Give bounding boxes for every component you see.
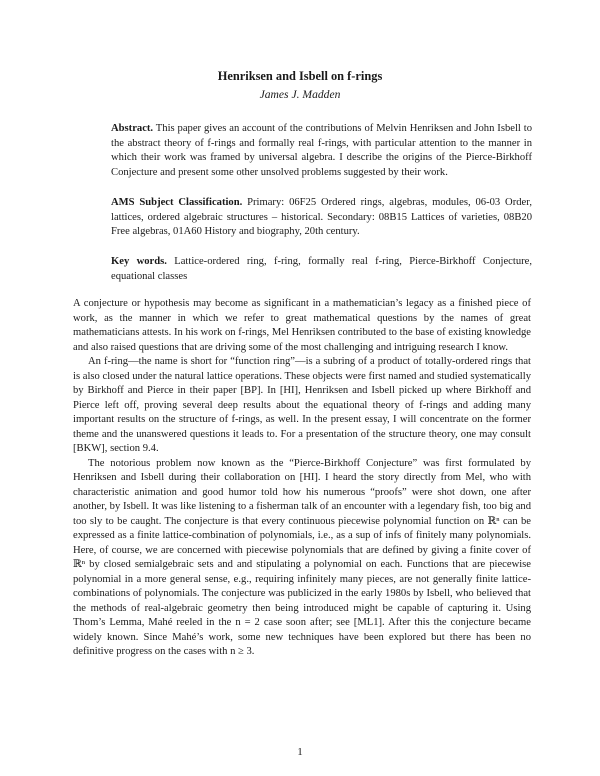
paragraph-1: A conjecture or hypothesis may become as significant in a mathematician’s legacy as a finished piece of work, as the manner in which we refer to great mathematical questions by the names of great mathematicians attests. In his work on f-rings, Mel Henriksen contributed to the base of existing knowledge and also raised questions that are driving some of the most challenging and intriguing research I know. [73, 298, 531, 353]
ams-text: Primary: 06F25 Ordered rings, algebras, modules, 06-03 Order, lattices, ordered algebraic structures – historical. Secondary: 08B15 Lattices of varieties, 08B20 Free algebras, 01A60 History and biography, 20th century. [111, 197, 532, 238]
abstract-text: This paper gives an account of the contributions of Melvin Henriksen and John Isbell to the abstract theory of f-rings and formally real f-rings, with particular attention to the manner in which their work was framed by universal algebra. I describe the origins of the Pierce-Birkhoff Conjecture and present some other unsolved problems suggested by their work. [111, 123, 532, 179]
abstract [111, 122, 532, 181]
ams-label: AMS Subject Classification. [111, 197, 243, 208]
paper-author: James J. Madden [259, 88, 341, 101]
keywords-text: Lattice-ordered ring, f-ring, formally real f-ring, Pierce-Birkhoff Conjecture, equational classes [111, 256, 532, 282]
keywords-label: Key words. [111, 256, 167, 267]
keywords [111, 255, 532, 284]
paragraph-3: The notorious problem now known as the “Pierce-Birkhoff Conjecture” was first formulated by Henriksen and Isbell during their collaboration on [HI]. I heard the story directly from Mel, who with characteristic animation and good humor told how his numerous “proofs” were shot down, one after another, by Isbell. It was like listening to a fisherman talk of an encounter with a legendary fish, too big and too sly to be caught. The conjecture is that every continuous piecewise polynomial function on ℝⁿ can be expressed as a finite lattice-combination of polynomials, i.e., as a sup of infs of finitely many polynomials. Here, of course, we are concerned with piecewise polynomials that are defined by giving a finite cover of ℝⁿ by closed semialgebraic sets and and stipulating a polynomial on each. Functions that are piecewise polynomial in a more general sense, e.g., requiring infinitely many pieces, are not generally finite lattice-combinations of polynomials. The conjecture was publicized in the early 1980s by Isbell, who believed that the methods of real-algebraic geometry then being introduced might be capable of capturing it. Using Thom’s Lemma, Mahé reeled in the n = 2 case soon after; see [ML1]. After this the conjecture became widely known. Since Mahé’s work, some new techniques have been explored but there has been no definitive progress on the cases with n ≥ 3. [73, 457, 531, 657]
paper-title: Henriksen and Isbell on f-rings [217, 69, 383, 83]
ams-classification [111, 196, 532, 240]
body-text [73, 297, 531, 660]
paragraph-2: An f-ring—the name is short for “function ring”—is a subring of a product of totally-ordered rings that is also closed under the natural lattice operations. These objects were first named and studied systematically by Birkhoff and Pierce in their paper [BP]. In [HI], Henriksen and Isbell picked up where Birkhoff and Pierce left off, proving several deep results about the equational theory of f-rings and adding many important results on the structure of f-rings, as well. In the present essay, I will concentrate on the former theme and the unanswered questions it leads to. For a presentation of the structure theory, one may consult [BKW], section 9.4. [73, 356, 531, 454]
page-number: 1 [297, 746, 303, 758]
abstract-label: Abstract. [111, 123, 154, 134]
